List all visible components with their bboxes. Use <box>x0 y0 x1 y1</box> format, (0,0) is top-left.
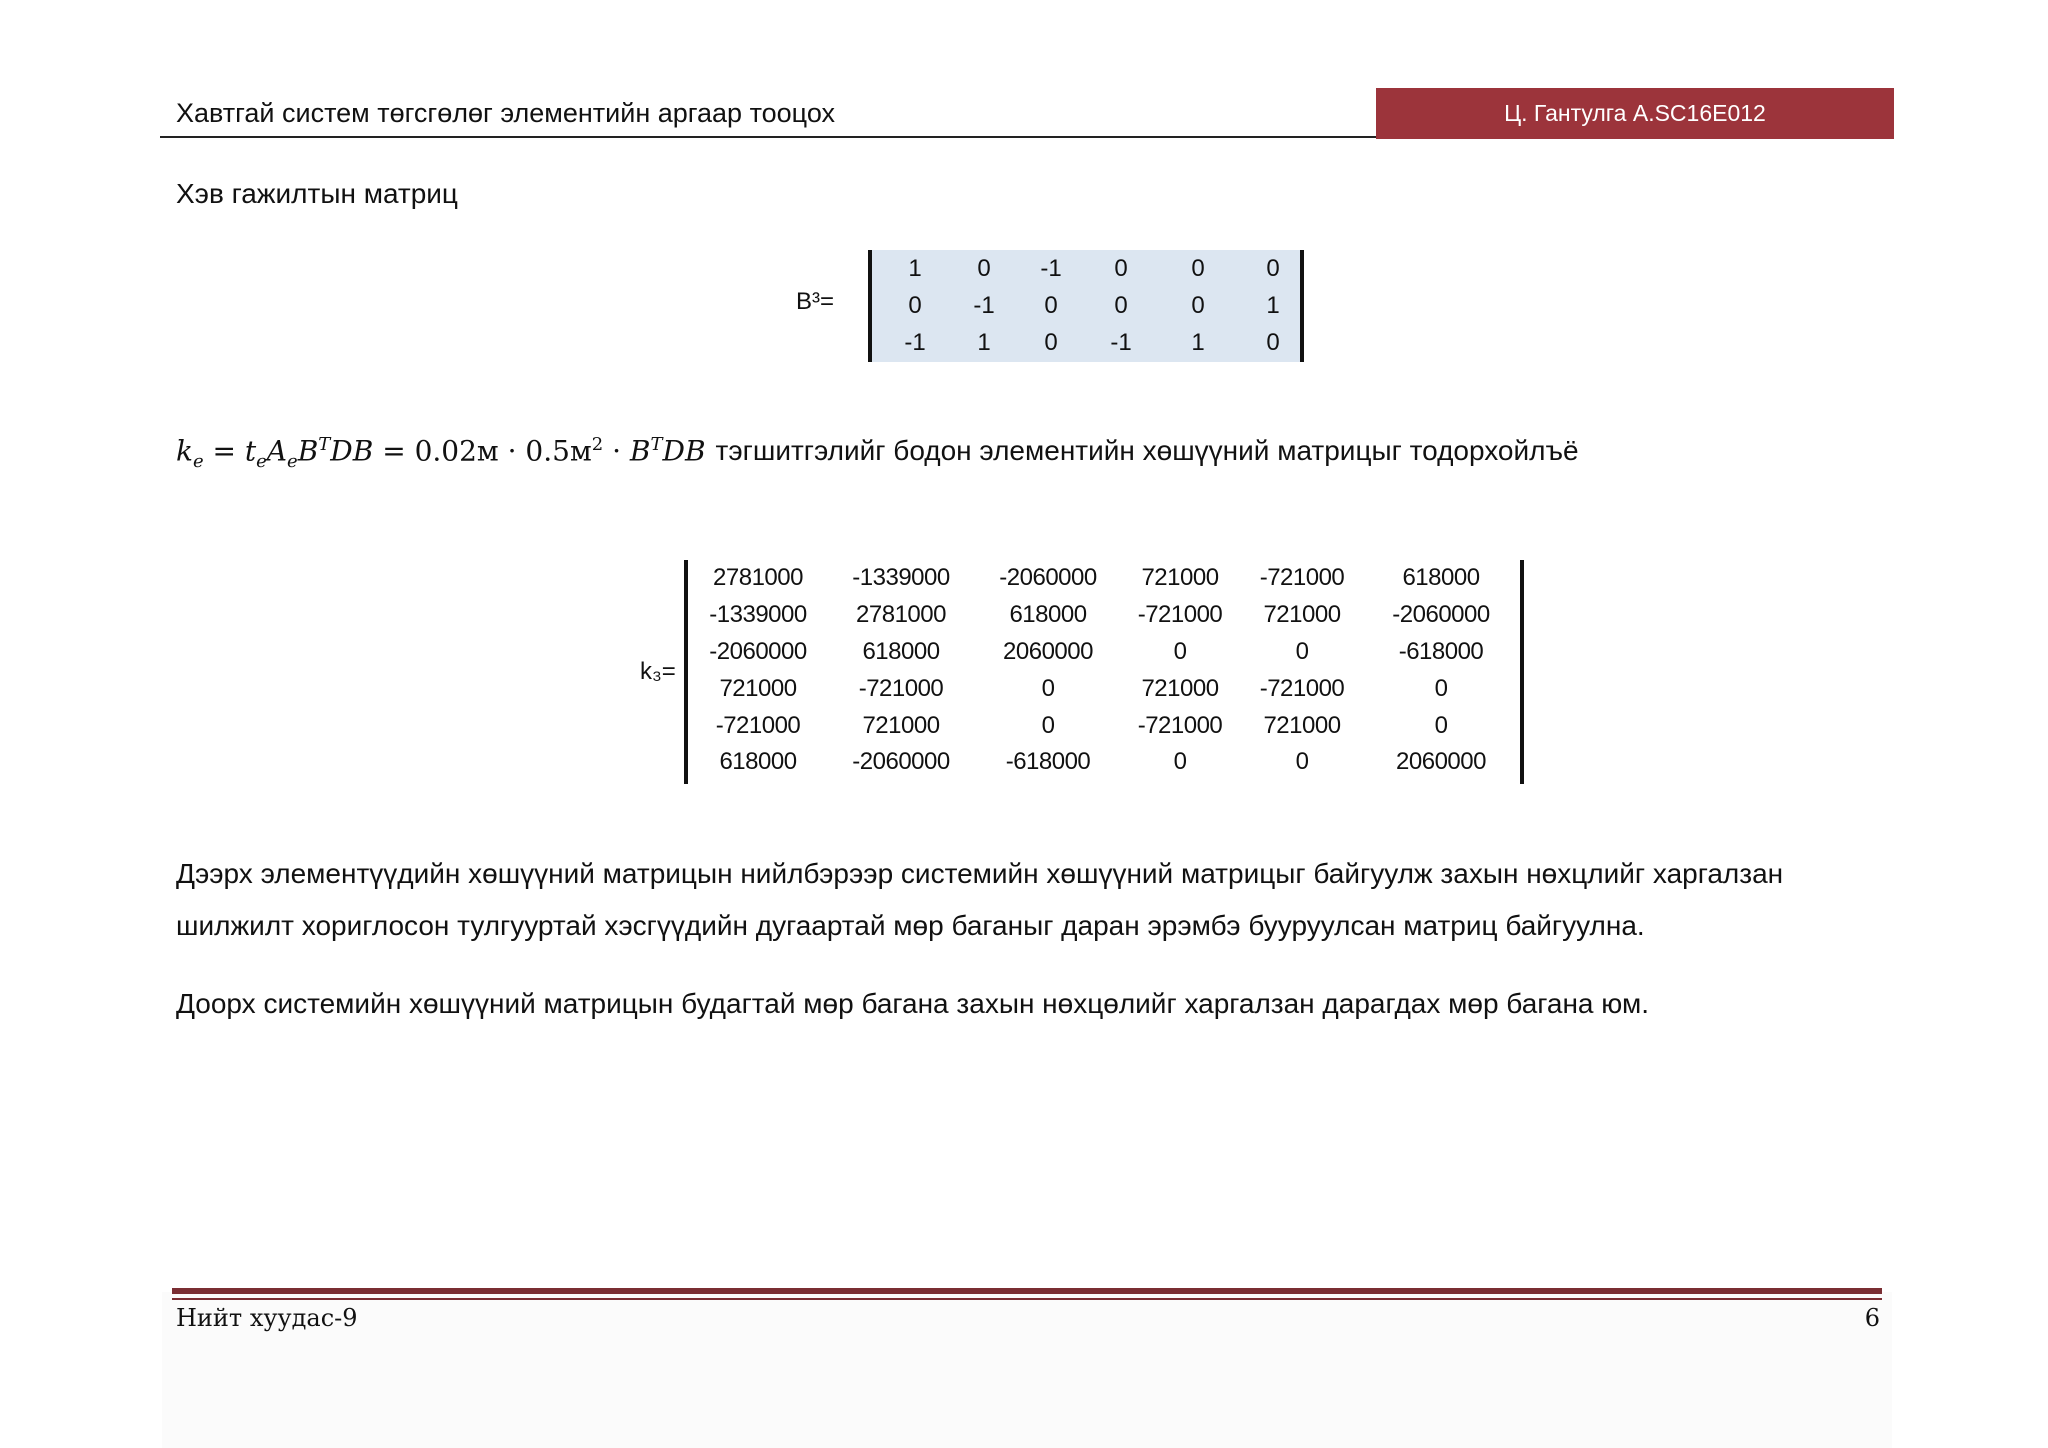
k-matrix-cell: 721000 <box>1141 674 1219 702</box>
k-matrix-cell: 2060000 <box>1003 637 1093 665</box>
formula-description: тэгшитгэлийг бодон элементийн хөшүүний матрицыг тодорхойлъё <box>715 435 1579 467</box>
b-matrix-cell: 0 <box>1191 291 1205 319</box>
k-matrix-cell: -618000 <box>1005 748 1091 776</box>
b-matrix-cell: 0 <box>977 254 991 282</box>
footer-rule <box>172 1288 1882 1294</box>
k-matrix-cell: 2781000 <box>856 601 946 629</box>
k-matrix-cell: -721000 <box>1137 601 1223 629</box>
b-matrix-row <box>872 287 1300 324</box>
b-matrix-cell: 0 <box>1266 328 1280 356</box>
k-matrix-cell: 721000 <box>1263 711 1341 739</box>
k-matrix-cell: 0 <box>1434 674 1448 702</box>
k-matrix-cell: -2060000 <box>852 748 950 776</box>
stiffness-formula: $k_e = t_eA_eB^TDB = 0.02м \cdot 0.5м^2 \cdot B^TDB$ <box>176 434 706 472</box>
k-matrix-cell: 721000 <box>719 674 797 702</box>
k-matrix-cell: -2060000 <box>999 564 1097 592</box>
k-matrix-cell: 0 <box>1173 748 1187 776</box>
stiffness-formula-line <box>176 434 1579 472</box>
k-matrix-cell: -721000 <box>1259 674 1345 702</box>
k-matrix-label: k₃= <box>640 658 676 685</box>
k-matrix-cell: 618000 <box>862 637 940 665</box>
k-matrix-row <box>688 670 1520 707</box>
b-matrix-cell: 1 <box>908 254 922 282</box>
b-matrix-cell: 1 <box>977 328 991 356</box>
k-matrix-cell: 618000 <box>1402 564 1480 592</box>
page-number: 6 <box>1864 1304 1880 1332</box>
k-matrix-cell: 721000 <box>1263 601 1341 629</box>
k-matrix-cell: -721000 <box>1137 711 1223 739</box>
b-matrix-cell: 1 <box>1191 328 1205 356</box>
b-matrix-cell: 0 <box>908 291 922 319</box>
header-rule <box>160 136 1376 138</box>
footer-shade <box>162 1292 1892 1448</box>
k-matrix-cell: 721000 <box>1141 564 1219 592</box>
b-matrix-row <box>872 324 1300 361</box>
b-matrix-cell: -1 <box>1040 254 1062 282</box>
k-matrix-cell: -721000 <box>858 674 944 702</box>
paragraph-reduced-matrix: Доорх системийн хөшүүний матрицын будагтай мөр багана захын нөхцөлийг харгалзан дарагдах мөр багана юм. <box>176 988 1649 1019</box>
b-matrix-row <box>872 250 1300 287</box>
header-author-badge: Ц. Гантулга A.SC16E012 <box>1376 88 1894 139</box>
footer-total-pages: Нийт хуудас-9 <box>176 1304 358 1332</box>
b-matrix-cell: -1 <box>973 291 995 319</box>
k-matrix-cell: -721000 <box>1259 564 1345 592</box>
k-matrix-row <box>688 707 1520 744</box>
b-matrix-cell: -1 <box>904 328 926 356</box>
k-matrix-cell: -1339000 <box>709 601 807 629</box>
b-matrix-cell: 0 <box>1191 254 1205 282</box>
b-matrix-cell: 0 <box>1114 254 1128 282</box>
b-matrix-cell: 0 <box>1114 291 1128 319</box>
k-matrix <box>684 560 1524 784</box>
k-matrix-cell: 0 <box>1295 748 1309 776</box>
b-matrix-cell: 1 <box>1266 291 1280 319</box>
k-matrix-cell: 0 <box>1041 674 1055 702</box>
k-matrix-row <box>688 634 1520 671</box>
footer-rule-thin <box>172 1298 1882 1300</box>
document-header-title: Хавтгай систем төгсгөлөг элементийн аргаар тооцох <box>176 98 836 128</box>
k-matrix-cell: 0 <box>1173 637 1187 665</box>
k-matrix-cell: 2781000 <box>713 564 803 592</box>
k-matrix-cell: 721000 <box>862 711 940 739</box>
b-matrix-cell: 0 <box>1044 328 1058 356</box>
section-title: Хэв гажилтын матриц <box>176 178 458 209</box>
k-matrix-cell: -1339000 <box>852 564 950 592</box>
k-matrix-cell: 618000 <box>719 748 797 776</box>
k-matrix-row <box>688 744 1520 781</box>
b-matrix-cell: 0 <box>1266 254 1280 282</box>
k-matrix-row <box>688 597 1520 634</box>
k-matrix-cell: -721000 <box>715 711 801 739</box>
k-matrix-row <box>688 560 1520 597</box>
k-matrix-cell: -618000 <box>1398 637 1484 665</box>
b-matrix-cell: -1 <box>1110 328 1132 356</box>
k-matrix-cell: -2060000 <box>709 637 807 665</box>
k-matrix-cell: 0 <box>1041 711 1055 739</box>
b-matrix-cell: 0 <box>1044 291 1058 319</box>
k-matrix-cell: 2060000 <box>1396 748 1486 776</box>
k-matrix-cell: 618000 <box>1009 601 1087 629</box>
k-matrix-cell: 0 <box>1295 637 1309 665</box>
k-matrix-cell: -2060000 <box>1392 601 1490 629</box>
k-matrix-cell: 0 <box>1434 711 1448 739</box>
b-matrix <box>868 250 1304 362</box>
b-matrix-label: B³= <box>796 288 835 315</box>
paragraph-assembly: Дээрх элементүүдийн хөшүүний матрицын нийлбэрээр системийн хөшүүний матрицыг байгуулж захын нөхцлийг харгалзан шилжилт хориглосон тулгууртай хэсгүүдийн дугаартай мөр баганыг даран эрэмбэ бууруулсан матриц байгуулна. <box>176 858 1784 941</box>
